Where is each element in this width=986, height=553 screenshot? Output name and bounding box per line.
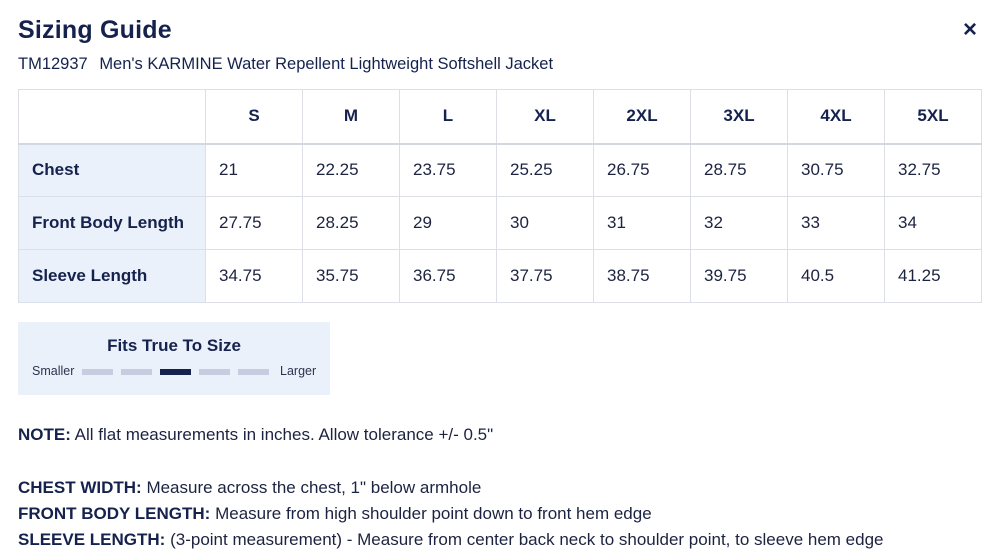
fit-scale-segment [121,369,152,375]
table-cell: 21 [206,144,303,197]
table-cell: 34.75 [206,250,303,303]
chest-width-text: Measure across the chest, 1" below armhole [141,478,482,497]
size-header-row [19,90,982,144]
product-subtitle [18,55,553,74]
sleeve-length-text: (3-point measurement) - Measure from center back neck to shoulder point, to sleeve hem edge [165,530,884,549]
note-text: All flat measurements in inches. Allow tolerance +/- 0.5" [70,425,494,444]
table-cell: 35.75 [303,250,400,303]
size-table [18,89,982,303]
modal-title: Sizing Guide [18,16,172,44]
table-cell: 29 [400,197,497,250]
size-header-s: S [206,90,303,144]
product-name: Men's KARMINE Water Repellent Lightweight Softshell Jacket [99,55,554,73]
fit-larger-label: Larger [280,364,317,378]
table-cell: 34 [885,197,982,250]
row-label-chest: Chest [19,144,206,197]
row-label-sleeve-length: Sleeve Length [19,250,206,303]
size-header-5xl: 5XL [885,90,982,144]
fit-scale-segment [160,369,191,375]
front-body-length-label: FRONT BODY LENGTH: [18,504,211,523]
fit-scale-segment [238,369,269,375]
table-cell: 23.75 [400,144,497,197]
table-corner-cell [19,90,206,144]
table-cell: 39.75 [691,250,788,303]
product-sku: TM12937 [18,55,88,73]
table-cell: 37.75 [497,250,594,303]
front-body-length-note [18,504,652,524]
table-cell: 30 [497,197,594,250]
fit-scale-segment [82,369,113,375]
sleeve-length-label: SLEEVE LENGTH: [18,530,166,549]
table-row-front-body-length [19,197,982,250]
chest-width-note [18,478,481,498]
table-cell: 40.5 [788,250,885,303]
sleeve-length-note [18,530,884,550]
size-header-3xl: 3XL [691,90,788,144]
table-cell: 32.75 [885,144,982,197]
size-header-xl: XL [497,90,594,144]
size-header-l: L [400,90,497,144]
table-cell: 28.25 [303,197,400,250]
close-icon[interactable]: × [962,16,977,43]
table-cell: 32 [691,197,788,250]
table-row-chest [19,144,982,197]
table-cell: 38.75 [594,250,691,303]
table-cell: 27.75 [206,197,303,250]
size-header-4xl: 4XL [788,90,885,144]
fit-indicator [18,322,330,395]
table-cell: 25.25 [497,144,594,197]
table-row-sleeve-length [19,250,982,303]
chest-width-label: CHEST WIDTH: [18,478,142,497]
row-label-front-body-length: Front Body Length [19,197,206,250]
table-cell: 30.75 [788,144,885,197]
table-cell: 31 [594,197,691,250]
note-label: NOTE: [18,425,71,444]
table-cell: 22.25 [303,144,400,197]
size-header-m: M [303,90,400,144]
front-body-length-text: Measure from high shoulder point down to front hem edge [210,504,652,523]
fit-scale-segment [199,369,230,375]
table-cell: 33 [788,197,885,250]
fit-smaller-label: Smaller [32,364,75,378]
note-line [18,425,493,445]
table-cell: 26.75 [594,144,691,197]
table-cell: 36.75 [400,250,497,303]
size-header-2xl: 2XL [594,90,691,144]
table-cell: 28.75 [691,144,788,197]
table-cell: 41.25 [885,250,982,303]
fit-title: Fits True To Size [107,336,241,355]
